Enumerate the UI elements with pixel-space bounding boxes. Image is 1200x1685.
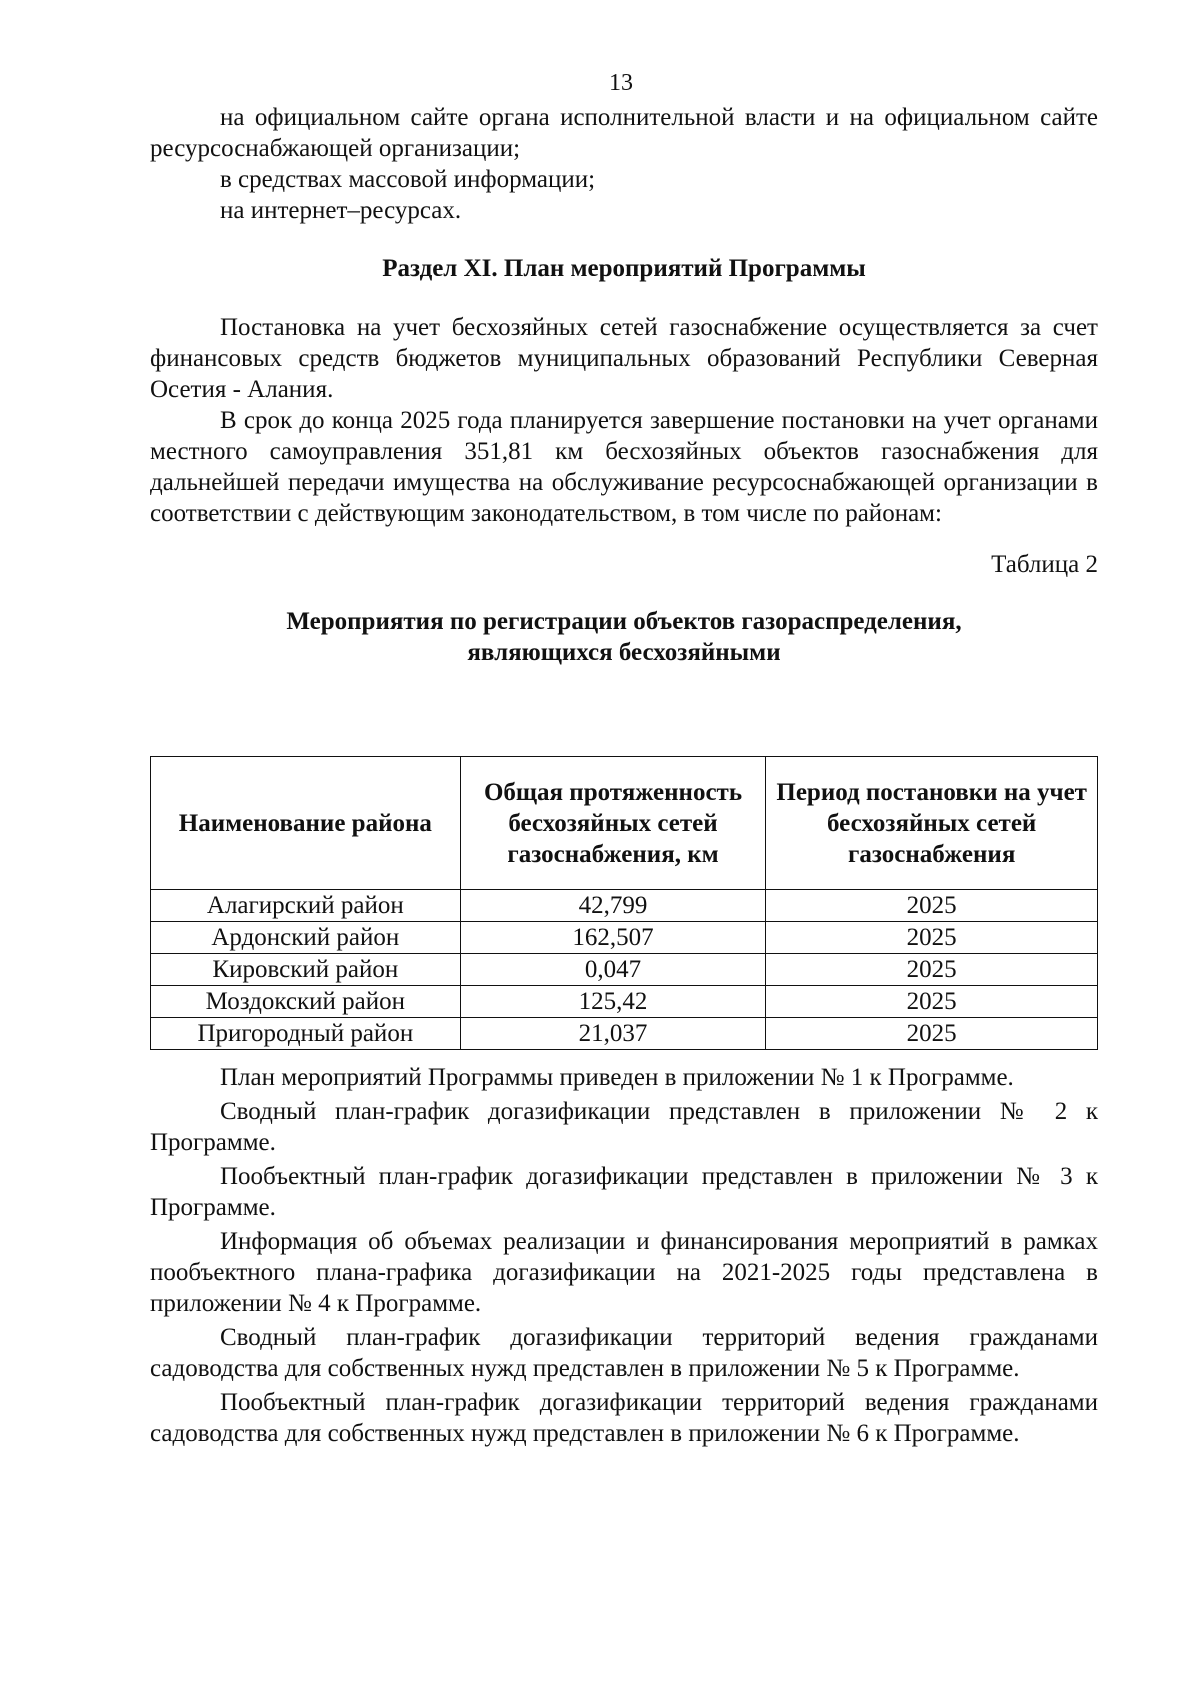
- paragraph: Постановка на учет бесхозяйных сетей газоснабжение осуществляется за счет финансовых средств бюджетов муниципальных образований Республики Северная Осетия - Алания.: [150, 314, 1098, 403]
- header-district: Наименование района: [151, 757, 461, 890]
- cell-length: 125,42: [460, 986, 766, 1018]
- cell-length: 0,047: [460, 954, 766, 986]
- paragraph: Информация об объемах реализации и финансирования мероприятий в рамках пообъектного плана-графика догазификации на 2021-2025 годы представлена в приложении № 4 к Программе.: [150, 1228, 1098, 1317]
- cell-length: 162,507: [460, 922, 766, 954]
- paragraph: План мероприятий Программы приведен в приложении № 1 к Программе.: [220, 1064, 1014, 1091]
- cell-district: Кировский район: [151, 954, 461, 986]
- table-row: [151, 1018, 1098, 1050]
- cell-district: Моздокский район: [151, 986, 461, 1018]
- cell-period: 2025: [766, 954, 1098, 986]
- cell-period: 2025: [766, 1018, 1098, 1050]
- cell-district: Алагирский район: [151, 890, 461, 922]
- table-header-row: [151, 757, 1098, 890]
- header-length: Общая протяженность бесхозяйных сетей газоснабжения, км: [460, 757, 766, 890]
- section-title: Раздел XI. План мероприятий Программы: [382, 255, 866, 282]
- table-row: [151, 954, 1098, 986]
- cell-length: 42,799: [460, 890, 766, 922]
- cell-period: 2025: [766, 922, 1098, 954]
- table-row: [151, 890, 1098, 922]
- cell-length: 21,037: [460, 1018, 766, 1050]
- body-block-2: [150, 1062, 1098, 1449]
- table-title-line1: Мероприятия по регистрации объектов газораспределения,: [286, 608, 962, 635]
- paragraph: Сводный план-график догазификации территорий ведения гражданами садоводства для собственных нужд представлен в приложении № 5 к Программе.: [150, 1324, 1098, 1382]
- table-label: Таблица 2: [991, 551, 1098, 578]
- table-title-line2: являющихся бесхозяйными: [467, 639, 781, 666]
- districts-table: [150, 756, 1098, 1050]
- cell-period: 2025: [766, 986, 1098, 1018]
- table-row: [151, 922, 1098, 954]
- cell-district: Пригородный район: [151, 1018, 461, 1050]
- intro-line: на интернет–ресурсах.: [220, 197, 462, 224]
- paragraph: В срок до конца 2025 года планируется завершение постановки на учет органами местного самоуправления 351,81 км бесхозяйных объектов газоснабжения для дальнейшей передачи имущества на обслуживание ресурсоснабжающей организации в соответствии с действующим законодательством, в том числе по районам:: [150, 407, 1098, 527]
- body-block-1: [150, 312, 1098, 529]
- cell-district: Ардонский район: [151, 922, 461, 954]
- intro-line: в средствах массовой информации;: [220, 166, 596, 193]
- paragraph: Пообъектный план-график догазификации представлен в приложении № 3 к Программе.: [150, 1163, 1098, 1221]
- page-number: 13: [609, 70, 633, 96]
- paragraph: Пообъектный план-график догазификации территорий ведения гражданами садоводства для собственных нужд представлен в приложении № 6 к Программе.: [150, 1389, 1098, 1447]
- cell-period: 2025: [766, 890, 1098, 922]
- table-row: [151, 986, 1098, 1018]
- header-period: Период постановки на учет бесхозяйных сетей газоснабжения: [766, 757, 1098, 890]
- intro-line: на официальном сайте органа исполнительной власти и на официальном сайте ресурсоснабжающей организации;: [150, 104, 1098, 162]
- intro-block: [150, 102, 1098, 226]
- paragraph: Сводный план-график догазификации представлен в приложении № 2 к Программе.: [150, 1098, 1098, 1156]
